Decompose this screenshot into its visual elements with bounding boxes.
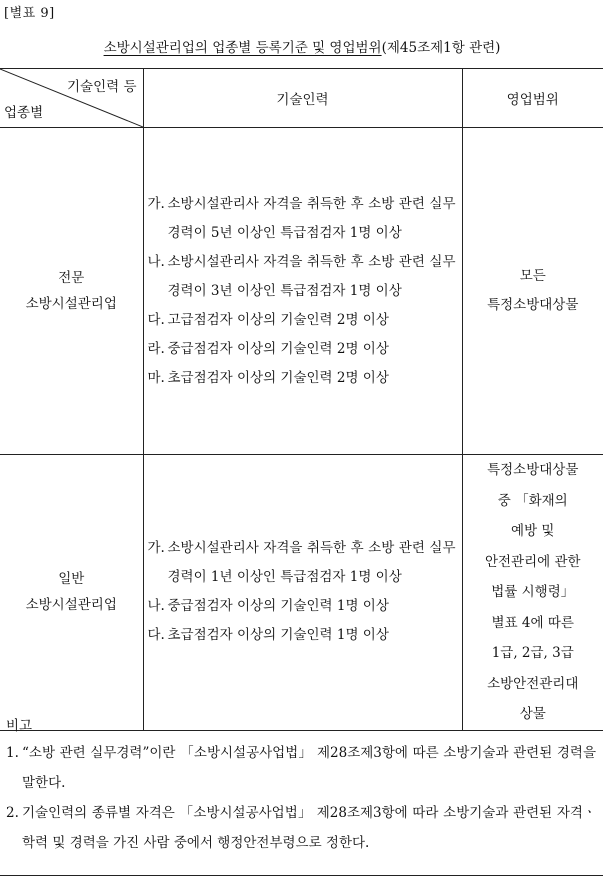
remark-number: 2. [6, 805, 19, 821]
annex-tag: [별표 9] [4, 6, 55, 21]
list-text: 고급점검자 이상의 기술인력 2명 이상 [167, 311, 389, 328]
remarks-section [0, 704, 603, 876]
list-text: 소방시설관리사 자격을 취득한 후 소방 관련 실무경력이 1년 이상인 특급점검자 1명 이상 [167, 540, 456, 586]
scope-line: 예방 및 [511, 523, 555, 539]
scope-line: 1급, 2급, 3급 [491, 645, 574, 661]
row-name-general [0, 455, 143, 731]
scope-line: 특정소방대상물 [487, 462, 579, 478]
list-mark: 마. [147, 369, 165, 386]
row-name-professional [0, 128, 143, 455]
header-tech-personnel: 기술인력 [143, 69, 462, 128]
scope-professional [462, 128, 603, 455]
scope-line: 안전관리에 관한 [484, 553, 581, 570]
title-main: 소방시설관리업의 업종별 등록기준 및 영업범위 [103, 40, 382, 56]
remarks-heading: 비고 [6, 718, 33, 734]
list-item [148, 621, 456, 650]
list-mark: 나. [147, 598, 165, 615]
list-item [148, 534, 456, 592]
list-item [148, 364, 456, 393]
list-text: 중급점검자 이상의 기술인력 1명 이상 [167, 598, 389, 615]
list-text: 소방시설관리사 자격을 취득한 후 소방 관련 실무경력이 3년 이상인 특급점검자 1명 이상 [167, 253, 456, 299]
title-suffix: (제45조제1항 관련) [381, 40, 501, 56]
list-item [148, 248, 456, 306]
list-text: 중급점검자 이상의 기술인력 2명 이상 [167, 340, 389, 357]
header-business-scope: 영업범위 [462, 69, 603, 128]
corner-bottom-label: 업종별 [4, 105, 44, 121]
list-item [148, 335, 456, 364]
list-mark: 가. [147, 540, 165, 557]
remark-item [6, 798, 596, 858]
row-name-line: 소방시설관리업 [25, 597, 117, 614]
list-mark: 라. [147, 340, 165, 357]
table-header-row [0, 69, 603, 128]
scope-line: 모든 [519, 268, 546, 284]
remark-text: “소방 관련 실무경력”이란 「소방시설공사업법」 제28조제3항에 따른 소방기술과 관련된 경력을 말한다. [22, 745, 596, 791]
table-row-general [0, 455, 603, 731]
scope-line: 상물 [519, 706, 546, 722]
document-title [0, 36, 604, 56]
list-text: 초급점검자 이상의 기술인력 1명 이상 [167, 627, 389, 644]
scope-line: 별표 4에 따른 [491, 614, 574, 631]
table-row-professional [0, 128, 603, 455]
list-item [148, 190, 456, 248]
list-item [148, 592, 456, 621]
list-mark: 가. [147, 195, 165, 212]
remark-number: 1. [6, 745, 19, 761]
list-text: 소방시설관리사 자격을 취득한 후 소방 관련 실무경력이 5년 이상인 특급점검자 1명 이상 [167, 195, 456, 241]
remark-item [6, 738, 596, 798]
registration-standards-table [0, 68, 603, 731]
scope-line: 특정소방대상물 [487, 297, 579, 313]
tech-list-general [143, 455, 462, 731]
tech-list-professional [143, 128, 462, 455]
row-name-line: 일반 [58, 571, 85, 588]
scope-general [462, 455, 603, 731]
row-name-line: 전문 [58, 270, 85, 286]
corner-header-cell [0, 69, 143, 128]
scope-line: 중 「화재의 [497, 492, 568, 509]
row-name-line: 소방시설관리업 [25, 296, 117, 312]
list-item [148, 306, 456, 335]
list-mark: 다. [147, 311, 165, 328]
scope-line: 소방안전관리대 [487, 675, 579, 692]
list-text: 초급점검자 이상의 기술인력 2명 이상 [167, 369, 389, 386]
remark-text: 기술인력의 종류별 자격은 「소방시설공사업법」 제28조제3항에 따라 소방기술과 관련된 자격ㆍ학력 및 경력을 가진 사람 중에서 행정안전부령으로 정한다. [22, 805, 596, 851]
corner-top-label: 기술인력 등 [67, 79, 137, 95]
list-mark: 다. [147, 627, 165, 644]
list-mark: 나. [147, 253, 165, 270]
scope-line: 법률 시행령」 [491, 584, 575, 600]
